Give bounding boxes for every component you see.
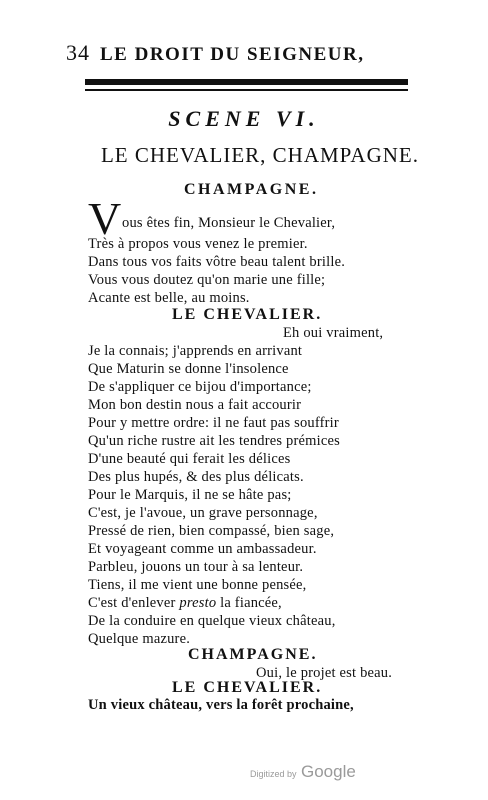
brand-mark: Google — [300, 762, 356, 781]
verse-line: Dans tous vos faits vôtre beau talent brille. — [88, 254, 346, 270]
verse-line: Vous vous doutez qu'on marie une fille; — [88, 272, 326, 288]
page-header — [66, 40, 396, 66]
drop-cap: V — [88, 193, 122, 244]
verse-line: Et voyageant comme un ambassadeur. — [88, 541, 317, 557]
running-title: LE DROIT DU SEIGNEUR, — [100, 44, 365, 65]
verse-line: Tiens, il me vient une bonne pensée, — [88, 577, 307, 593]
verse-line: Des plus hupés, & des plus délicats. — [88, 469, 304, 485]
verse-line: C'est, je l'avoue, un grave personnage, — [88, 505, 318, 521]
verse-line: Oui, le projet est beau. — [256, 665, 393, 681]
verse-line: De la conduire en quelque vieux château, — [88, 613, 336, 629]
italic-word: presto — [179, 595, 217, 611]
speaker-heading: LE CHEVALIER. — [172, 679, 323, 696]
verse-line: Quelque mazure. — [88, 631, 191, 647]
verse-line: Un vieux château, vers la forêt prochaine, — [88, 697, 354, 713]
verse-line: Mon bon destin nous a fait accourir — [88, 397, 302, 413]
verse-line: Acante est belle, au moins. — [88, 290, 250, 306]
scene-title: SCENE VI. — [168, 106, 320, 131]
verse-line: Qu'un riche rustre ait les tendres prémices — [88, 433, 340, 449]
digitized-label: Digitized by — [250, 769, 297, 779]
header-rule-thick — [85, 79, 408, 85]
page-number: 34 — [66, 40, 90, 65]
speaker-heading: CHAMPAGNE. — [184, 181, 319, 198]
verse-line: ous êtes fin, Monsieur le Chevalier, — [122, 215, 336, 231]
verse-line: De s'appliquer ce bijou d'importance; — [88, 379, 312, 395]
verse-line: Pour y mettre ordre: il ne faut pas souffrir — [88, 415, 339, 431]
scene-characters: LE CHEVALIER, CHAMPAGNE. — [100, 143, 420, 167]
verse-line: Que Maturin se donne l'insolence — [88, 361, 289, 377]
verse-line: Pour le Marquis, il ne se hâte pas; — [88, 487, 292, 503]
verse-line — [88, 595, 282, 612]
verse-line: Parbleu, jouons un tour à sa lenteur. — [88, 559, 304, 575]
verse-line: D'une beauté qui ferait les délices — [88, 451, 291, 467]
verse-text: la fiancée, — [216, 595, 282, 611]
speaker-heading: LE CHEVALIER. — [172, 306, 323, 323]
verse-line: Pressé de rien, bien compassé, bien sage, — [88, 523, 335, 539]
verse-line: Très à propos vous venez le premier. — [88, 236, 308, 252]
verse-line: Eh oui vraiment, — [283, 325, 384, 341]
verse-text: C'est d'enlever — [88, 595, 180, 611]
digitized-watermark — [250, 762, 356, 782]
header-rule-thin — [85, 89, 408, 91]
speaker-heading: CHAMPAGNE. — [188, 646, 318, 663]
verse-line: Je la connais; j'apprends en arrivant — [88, 343, 303, 359]
